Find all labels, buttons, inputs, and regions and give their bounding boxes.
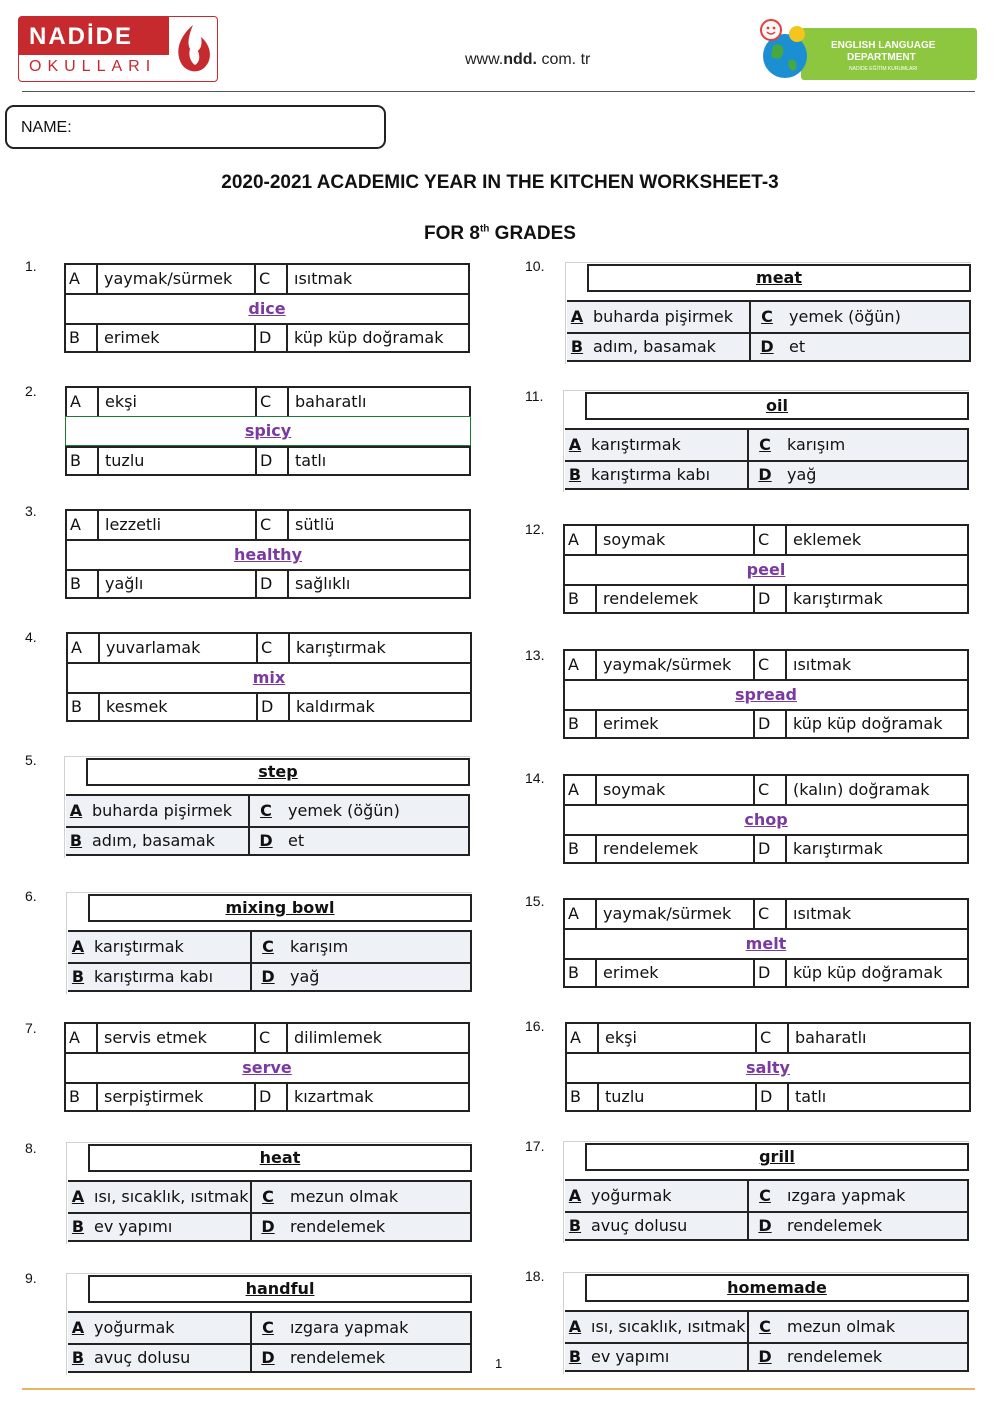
option-letter-d: D [255, 569, 287, 599]
option-c[interactable]: karışım [284, 930, 472, 962]
option-letter-d: D [255, 446, 287, 476]
question-number: 9. [25, 1270, 37, 1286]
option-b[interactable]: karıştırma kabı [88, 962, 252, 992]
option-a[interactable]: buharda pişirmek [587, 300, 751, 332]
question-number: 12. [525, 521, 545, 537]
target-word: melt [563, 928, 969, 958]
question-number: 18. [525, 1268, 545, 1284]
option-letter-d: D [252, 1212, 284, 1242]
option-letter-b: B [64, 1082, 96, 1112]
target-word: mixing bowl [88, 894, 472, 922]
option-d[interactable]: rendelemek [781, 1211, 969, 1241]
option-c[interactable]: yemek (öğün) [282, 794, 470, 826]
option-d[interactable]: rendelemek [284, 1212, 472, 1242]
option-d[interactable]: rendelemek [781, 1342, 969, 1372]
option-letter-c: C [749, 1310, 781, 1342]
option-d[interactable]: küp küp doğramak [785, 958, 969, 988]
option-letter-c: C [254, 263, 286, 293]
nadide-logo [18, 16, 218, 82]
question-number: 13. [525, 647, 545, 663]
option-c[interactable]: dilimlemek [286, 1022, 470, 1052]
option-letter-d: D [256, 692, 288, 722]
question-number: 16. [525, 1018, 545, 1034]
option-a[interactable]: yaymak/sürmek [595, 898, 753, 928]
option-a[interactable]: ısı, sıcaklık, ısıtmak [88, 1180, 252, 1212]
option-b[interactable]: kesmek [98, 692, 256, 722]
option-c[interactable]: yemek (öğün) [783, 300, 971, 332]
option-a[interactable]: ekşi [597, 1022, 755, 1052]
option-letter-c: C [749, 428, 781, 460]
option-d[interactable]: et [282, 826, 470, 856]
option-letter-a: A [64, 1022, 96, 1052]
question-number: 6. [25, 888, 37, 904]
option-b[interactable]: ev yapımı [88, 1212, 252, 1242]
option-letter-a: A [66, 632, 98, 662]
option-b[interactable]: erimek [595, 709, 753, 739]
option-letter-c: C [753, 898, 785, 928]
option-d[interactable]: kaldırmak [288, 692, 472, 722]
option-letter-b: B [565, 460, 585, 490]
option-letter-b: B [68, 1343, 88, 1373]
option-b[interactable]: ev yapımı [585, 1342, 749, 1372]
target-word: serve [64, 1052, 470, 1082]
option-letter-b: B [563, 709, 595, 739]
option-a[interactable]: buharda pişirmek [86, 794, 250, 826]
option-letter-c: C [256, 632, 288, 662]
footer-divider [22, 1388, 975, 1390]
option-letter-d: D [753, 958, 785, 988]
option-letter-c: C [252, 1180, 284, 1212]
option-letter-a: A [565, 1310, 585, 1342]
option-letter-a: A [68, 1311, 88, 1343]
option-d[interactable]: et [783, 332, 971, 362]
option-letter-a: A [565, 428, 585, 460]
option-letter-a: A [565, 1022, 597, 1052]
option-c[interactable]: (kalın) doğramak [785, 774, 969, 804]
option-c[interactable]: baharatlı [787, 1022, 971, 1052]
target-word: salty [565, 1052, 971, 1082]
option-a[interactable]: ekşi [97, 386, 255, 416]
option-a[interactable]: yoğurmak [585, 1179, 749, 1211]
option-a[interactable]: servis etmek [96, 1022, 254, 1052]
question-number: 3. [25, 503, 37, 519]
option-letter-a: A [563, 524, 595, 554]
option-b[interactable]: adım, basamak [86, 826, 250, 856]
option-letter-d: D [751, 332, 783, 362]
option-b[interactable]: rendelemek [595, 584, 753, 614]
option-c[interactable]: ızgara yapmak [781, 1179, 969, 1211]
option-letter-a: A [68, 1180, 88, 1212]
option-letter-d: D [254, 1082, 286, 1112]
option-b[interactable]: serpiştirmek [96, 1082, 254, 1112]
option-a[interactable]: karıştırmak [585, 428, 749, 460]
option-b[interactable]: yağlı [97, 569, 255, 599]
option-b[interactable]: avuç dolusu [88, 1343, 252, 1373]
question-number: 5. [25, 752, 37, 768]
option-b[interactable]: erimek [96, 323, 254, 353]
option-d[interactable]: tatlı [287, 446, 471, 476]
option-letter-a: A [563, 649, 595, 679]
option-letter-b: B [565, 1082, 597, 1112]
option-a[interactable]: ısı, sıcaklık, ısıtmak [585, 1310, 749, 1342]
option-letter-b: B [563, 584, 595, 614]
option-b[interactable]: karıştırma kabı [585, 460, 749, 490]
option-c[interactable]: ısıtmak [785, 898, 969, 928]
option-letter-d: D [252, 962, 284, 992]
option-d[interactable]: karıştırmak [785, 584, 969, 614]
target-word: mix [66, 662, 472, 692]
option-letter-d: D [753, 584, 785, 614]
option-letter-b: B [66, 826, 86, 856]
option-c[interactable]: mezun olmak [781, 1310, 969, 1342]
option-a[interactable]: yuvarlamak [98, 632, 256, 662]
option-letter-c: C [755, 1022, 787, 1052]
option-c[interactable]: ısıtmak [785, 649, 969, 679]
option-letter-a: A [66, 794, 86, 826]
option-letter-a: A [563, 898, 595, 928]
target-word: step [86, 758, 470, 786]
option-letter-b: B [567, 332, 587, 362]
option-letter-d: D [254, 323, 286, 353]
target-word: peel [563, 554, 969, 584]
target-word: heat [88, 1144, 472, 1172]
option-letter-d: D [250, 826, 282, 856]
option-c[interactable]: ısıtmak [286, 263, 470, 293]
option-letter-d: D [753, 709, 785, 739]
option-b[interactable]: tuzlu [97, 446, 255, 476]
question-number: 2. [25, 383, 37, 399]
option-d[interactable]: karıştırmak [785, 834, 969, 864]
option-a[interactable]: lezzetli [97, 509, 255, 539]
name-label: NAME: [21, 119, 72, 136]
target-word: chop [563, 804, 969, 834]
option-d[interactable]: sağlıklı [287, 569, 471, 599]
option-letter-d: D [749, 460, 781, 490]
question-number: 10. [525, 258, 545, 274]
option-letter-b: B [68, 962, 88, 992]
option-c[interactable]: mezun olmak [284, 1180, 472, 1212]
option-a[interactable]: soymak [595, 524, 753, 554]
option-a[interactable]: yaymak/sürmek [96, 263, 254, 293]
flame-icon [171, 21, 215, 77]
option-b[interactable]: tuzlu [597, 1082, 755, 1112]
option-letter-a: A [65, 509, 97, 539]
option-a[interactable]: yaymak/sürmek [595, 649, 753, 679]
option-letter-d: D [755, 1082, 787, 1112]
option-letter-b: B [563, 958, 595, 988]
option-letter-b: B [565, 1211, 585, 1241]
option-d[interactable]: tatlı [787, 1082, 971, 1112]
option-letter-b: B [65, 569, 97, 599]
option-d[interactable]: küp küp doğramak [785, 709, 969, 739]
option-letter-c: C [753, 649, 785, 679]
option-d[interactable]: yağ [781, 460, 969, 490]
option-letter-c: C [749, 1179, 781, 1211]
option-letter-d: D [749, 1211, 781, 1241]
option-letter-d: D [749, 1342, 781, 1372]
option-letter-c: C [751, 300, 783, 332]
option-letter-b: B [68, 1212, 88, 1242]
worksheet-subtitle: FOR 8th GRADES [424, 223, 576, 244]
option-letter-b: B [563, 834, 595, 864]
target-word: dice [64, 293, 470, 323]
question-number: 1. [25, 258, 37, 274]
option-letter-b: B [66, 692, 98, 722]
name-field[interactable] [5, 105, 386, 149]
option-c[interactable]: ızgara yapmak [284, 1311, 472, 1343]
brand-name: NADİDE [29, 23, 134, 50]
brand-subtitle: OKULLARI [29, 58, 157, 75]
option-letter-c: C [753, 774, 785, 804]
option-letter-c: C [252, 1311, 284, 1343]
globe-icon [755, 16, 815, 82]
option-letter-c: C [255, 509, 287, 539]
option-letter-b: B [565, 1342, 585, 1372]
target-word: spread [563, 679, 969, 709]
option-b[interactable]: adım, basamak [587, 332, 751, 362]
option-letter-c: C [753, 524, 785, 554]
question-number: 15. [525, 893, 545, 909]
english-department-logo: ENGLISH LANGUAGE DEPARTMENT NADİDE EĞİTİM KURUMLARI [755, 16, 979, 82]
option-letter-a: A [65, 386, 97, 416]
worksheet-title: 2020-2021 ACADEMIC YEAR IN THE KITCHEN WORKSHEET-3 [221, 172, 779, 193]
target-word: grill [585, 1143, 969, 1171]
question-number: 8. [25, 1140, 37, 1156]
option-letter-b: B [65, 446, 97, 476]
question-number: 14. [525, 770, 545, 786]
question-number: 7. [25, 1020, 37, 1036]
target-word: healthy [65, 539, 471, 569]
option-letter-c: C [252, 930, 284, 962]
option-letter-a: A [563, 774, 595, 804]
option-d[interactable]: rendelemek [284, 1343, 472, 1373]
option-letter-a: A [565, 1179, 585, 1211]
option-a[interactable]: karıştırmak [88, 930, 252, 962]
option-d[interactable]: kızartmak [286, 1082, 470, 1112]
option-letter-a: A [567, 300, 587, 332]
option-c[interactable]: sütlü [287, 509, 471, 539]
target-word: spicy [65, 416, 471, 446]
website-url: www.ndd. com. tr [465, 51, 591, 68]
target-word: handful [88, 1275, 472, 1303]
question-number: 11. [525, 388, 544, 404]
target-word: homemade [585, 1274, 969, 1302]
option-c[interactable]: eklemek [785, 524, 969, 554]
option-c[interactable]: karıştırmak [288, 632, 472, 662]
option-a[interactable]: yoğurmak [88, 1311, 252, 1343]
question-number: 17. [525, 1138, 545, 1154]
target-word: meat [587, 264, 971, 292]
target-word: oil [585, 392, 969, 420]
option-letter-d: D [252, 1343, 284, 1373]
option-letter-d: D [753, 834, 785, 864]
option-letter-c: C [255, 386, 287, 416]
option-letter-b: B [64, 323, 96, 353]
option-letter-c: C [250, 794, 282, 826]
option-d[interactable]: küp küp doğramak [286, 323, 470, 353]
option-a[interactable]: soymak [595, 774, 753, 804]
option-b[interactable]: rendelemek [595, 834, 753, 864]
option-letter-a: A [64, 263, 96, 293]
option-d[interactable]: yağ [284, 962, 472, 992]
option-c[interactable]: baharatlı [287, 386, 471, 416]
question-number: 4. [25, 629, 37, 645]
option-letter-a: A [68, 930, 88, 962]
option-c[interactable]: karışım [781, 428, 969, 460]
page-number: 1 [495, 1356, 503, 1371]
header-divider [22, 91, 975, 92]
option-letter-c: C [254, 1022, 286, 1052]
option-b[interactable]: avuç dolusu [585, 1211, 749, 1241]
option-b[interactable]: erimek [595, 958, 753, 988]
